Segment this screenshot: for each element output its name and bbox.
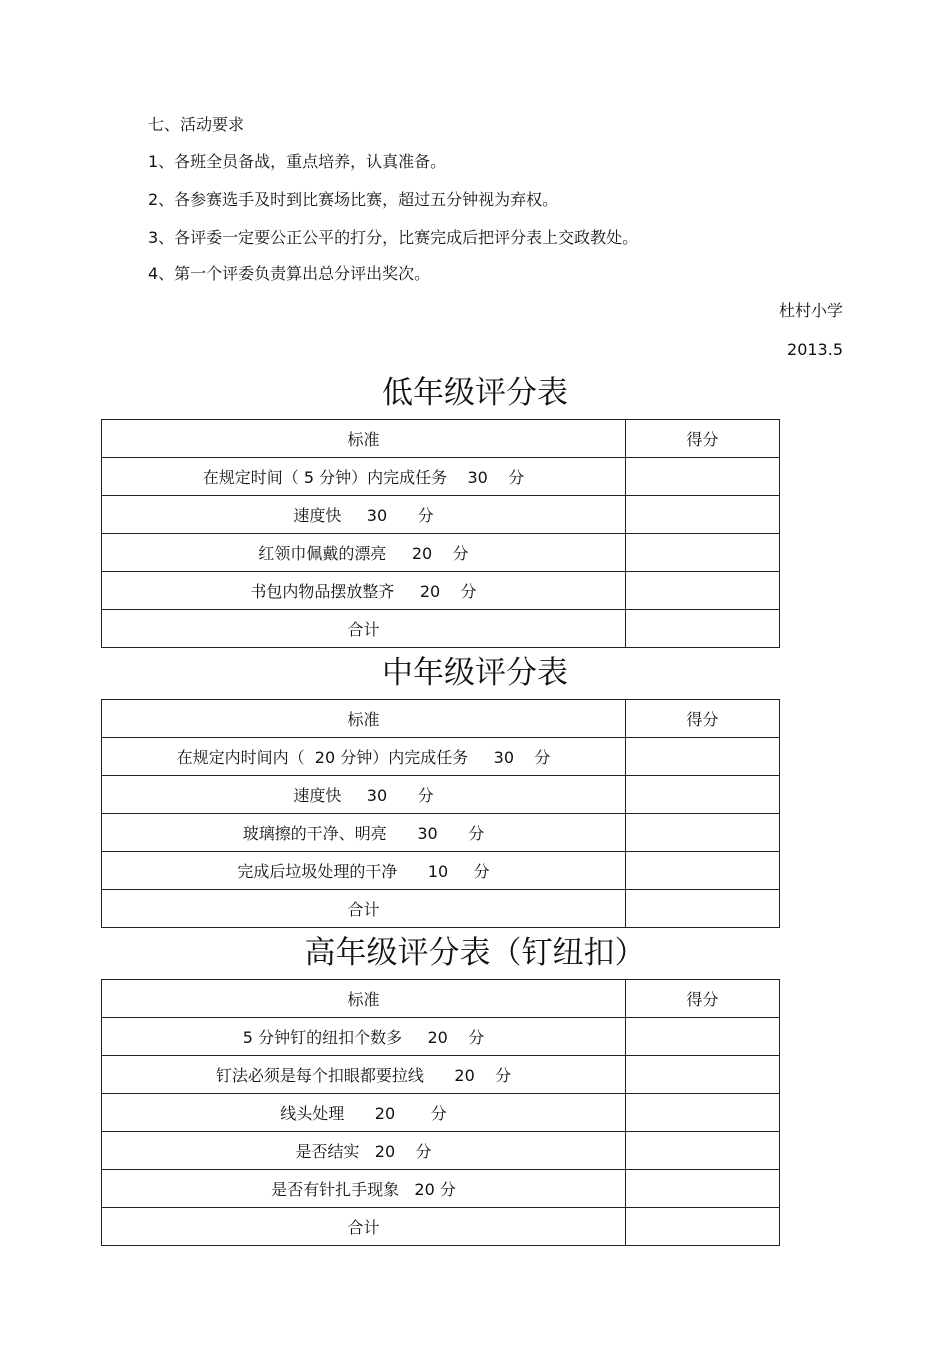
total-score-cell[interactable] <box>626 890 780 928</box>
score-cell[interactable] <box>626 814 780 852</box>
total-label: 合计 <box>102 890 626 928</box>
table-row <box>102 814 780 852</box>
header-score: 得分 <box>626 980 780 1018</box>
school-name: 杜村小学 <box>778 301 843 320</box>
header-criteria: 标准 <box>102 700 626 738</box>
score-table-lower-grade <box>101 419 780 648</box>
total-score-cell[interactable] <box>626 1208 780 1246</box>
criteria-cell: 在规定内时间内（ 20 分钟）内完成任务 30 分 <box>102 738 626 776</box>
document-date: 2013.5 <box>787 340 843 359</box>
score-cell[interactable] <box>626 1056 780 1094</box>
table-title-upper-grade: 高年级评分表（钉纽扣） <box>304 935 646 971</box>
table-row <box>102 1132 780 1170</box>
score-cell[interactable] <box>626 458 780 496</box>
criteria-cell: 在规定时间（ 5 分钟）内完成任务 30 分 <box>102 458 626 496</box>
criteria-cell: 是否结实 20 分 <box>102 1132 626 1170</box>
header-score: 得分 <box>626 700 780 738</box>
criteria-cell: 红领巾佩戴的漂亮 20 分 <box>102 534 626 572</box>
score-cell[interactable] <box>626 852 780 890</box>
table-row <box>102 458 780 496</box>
requirement-item: 3、各评委一定要公正公平的打分，比赛完成后把评分表上交政教处。 <box>148 228 639 247</box>
table-header-row <box>102 420 780 458</box>
requirement-item: 1、各班全员备战，重点培养，认真准备。 <box>148 152 447 171</box>
score-cell[interactable] <box>626 572 780 610</box>
header-criteria: 标准 <box>102 420 626 458</box>
requirement-item: 4、第一个评委负责算出总分评出奖次。 <box>148 264 431 283</box>
table-row <box>102 1018 780 1056</box>
table-title-lower-grade: 低年级评分表 <box>382 375 568 411</box>
table-row <box>102 1170 780 1208</box>
criteria-cell: 钉法必须是每个扣眼都要拉线 20 分 <box>102 1056 626 1094</box>
table-row <box>102 1094 780 1132</box>
table-title-middle-grade: 中年级评分表 <box>382 655 568 691</box>
criteria-cell: 速度快 30 分 <box>102 496 626 534</box>
total-row <box>102 890 780 928</box>
score-cell[interactable] <box>626 1018 780 1056</box>
table-row <box>102 1056 780 1094</box>
table-row <box>102 738 780 776</box>
table-header-row <box>102 980 780 1018</box>
score-cell[interactable] <box>626 776 780 814</box>
total-score-cell[interactable] <box>626 610 780 648</box>
table-header-row <box>102 700 780 738</box>
table-row <box>102 776 780 814</box>
table-row <box>102 572 780 610</box>
criteria-cell: 完成后垃圾处理的干净 10 分 <box>102 852 626 890</box>
score-cell[interactable] <box>626 1094 780 1132</box>
score-cell[interactable] <box>626 738 780 776</box>
requirements-heading: 七、活动要求 <box>148 115 245 134</box>
criteria-cell: 速度快 30 分 <box>102 776 626 814</box>
requirement-item: 2、各参赛选手及时到比赛场比赛，超过五分钟视为弃权。 <box>148 190 559 209</box>
header-criteria: 标准 <box>102 980 626 1018</box>
criteria-cell: 是否有针扎手现象 20 分 <box>102 1170 626 1208</box>
score-table-middle-grade <box>101 699 780 928</box>
criteria-cell: 书包内物品摆放整齐 20 分 <box>102 572 626 610</box>
score-table-upper-grade <box>101 979 780 1246</box>
criteria-cell: 玻璃擦的干净、明亮 30 分 <box>102 814 626 852</box>
total-label: 合计 <box>102 1208 626 1246</box>
header-score: 得分 <box>626 420 780 458</box>
total-label: 合计 <box>102 610 626 648</box>
criteria-cell: 线头处理 20 分 <box>102 1094 626 1132</box>
score-cell[interactable] <box>626 534 780 572</box>
score-cell[interactable] <box>626 1132 780 1170</box>
table-row <box>102 496 780 534</box>
total-row <box>102 610 780 648</box>
total-row <box>102 1208 780 1246</box>
table-row <box>102 534 780 572</box>
criteria-cell: 5 分钟钉的纽扣个数多 20 分 <box>102 1018 626 1056</box>
score-cell[interactable] <box>626 1170 780 1208</box>
score-cell[interactable] <box>626 496 780 534</box>
table-row <box>102 852 780 890</box>
